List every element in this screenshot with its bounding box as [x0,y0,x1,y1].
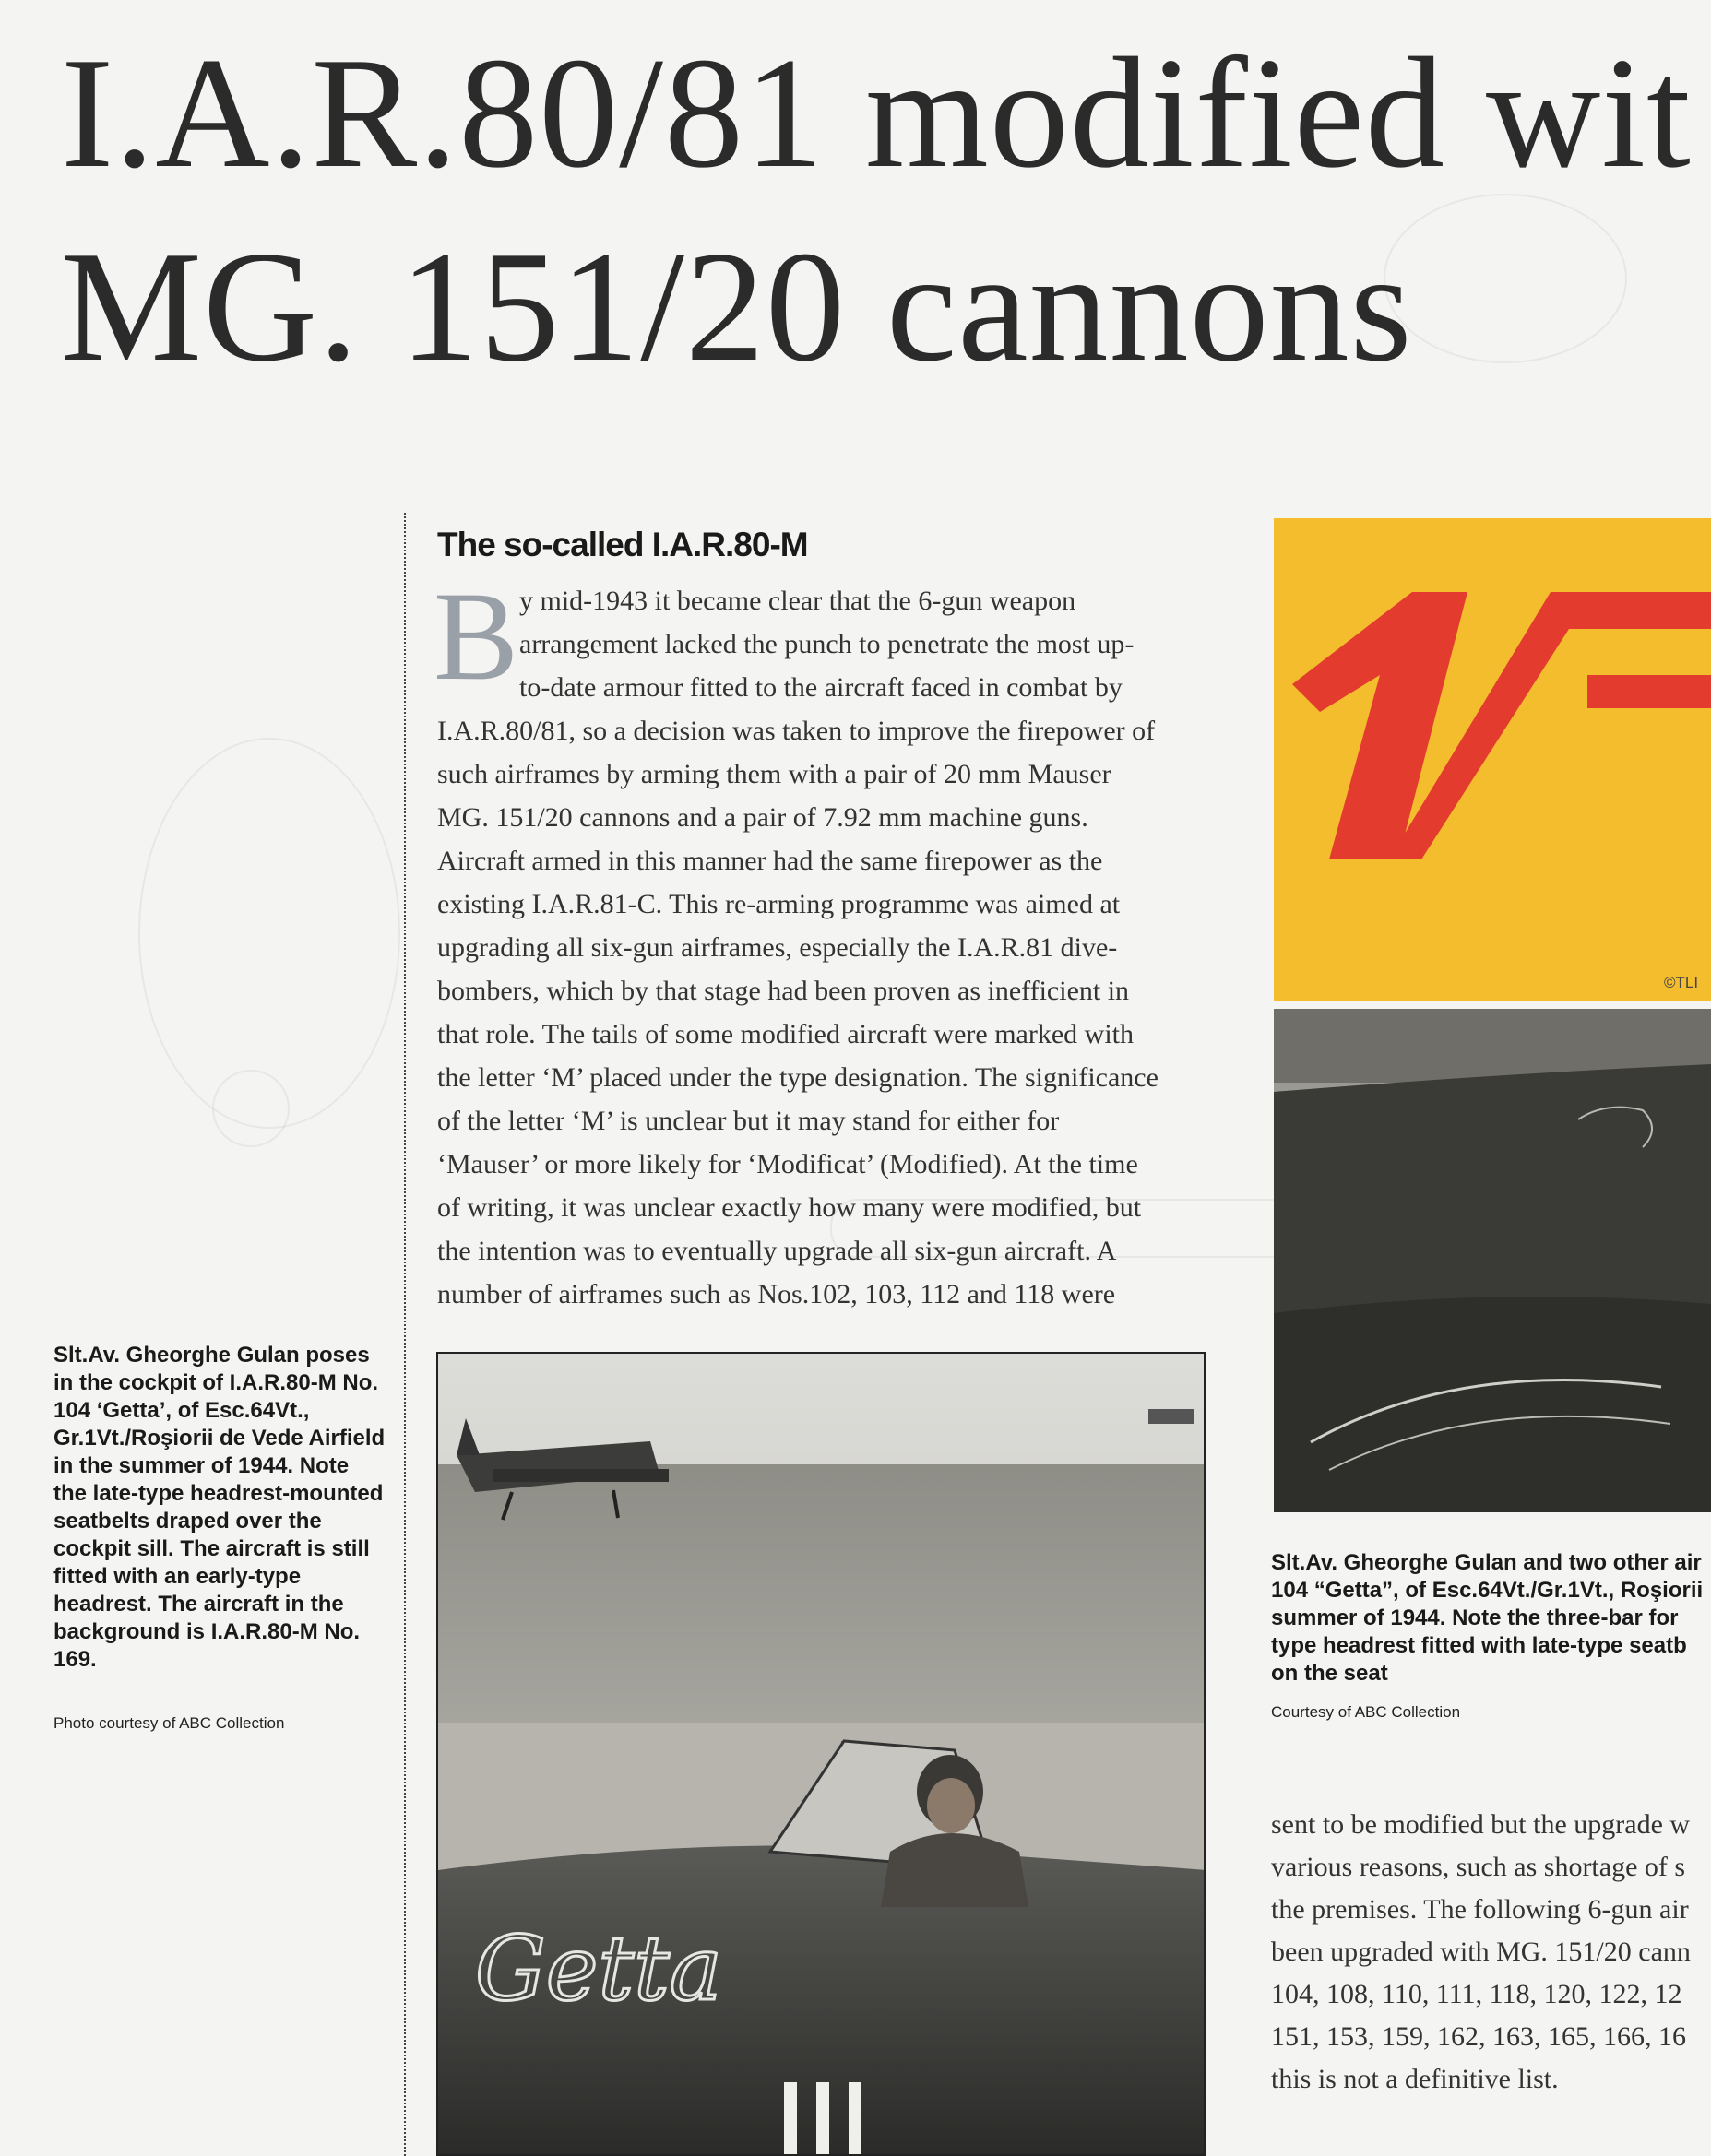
section-heading: The so-called I.A.R.80-M [437,526,808,563]
body-line: upgrading all six-gun airframes, especially the I.A.R.81 dive- [437,932,1118,963]
continuation-line: various reasons, such as shortage of s [1271,1852,1686,1882]
body-line: such airframes by arming them with a pair of 20 mm Mauser [437,759,1111,789]
caption-right-line: 104 “Getta”, of Esc.64Vt./Gr.1Vt., Roşiorii [1271,1578,1704,1603]
continuation-line: this is not a definitive list. [1271,2064,1559,2094]
body-line: MG. 151/20 cannons and a pair of 7.92 mm machine guns. [437,802,1088,833]
page-title [61,17,1711,404]
body-line: ‘Mauser’ or more likely for ‘Modificat’ (Modified). At the time [437,1149,1138,1179]
body-line: to-date armour fitted to the aircraft faced in combat by [519,672,1123,703]
body-line: Aircraft armed in this manner had the same firepower as the [437,846,1103,876]
photo-caption-left: Slt.Av. Gheorghe Gulan poses in the cockpit of I.A.R.80-M No. 104 ‘Getta’, of Esc.64Vt., Gr.1Vt./Roşiorii de Vede Airfield in the summer of 1944. Note the late-type headrest-mounted seatbelts draped over the cockpit sill. The aircraft is still fitted with an early-type headrest. The aircraft in the background is I.A.R.80-M No. 169. [53,1343,386,1672]
page-title-line-1: I.A.R.80/81 modified wit [61,26,1692,201]
squadron-emblem [1274,518,1711,1001]
continuation-line: been upgraded with MG. 151/20 cann [1271,1937,1691,1967]
body-line: I.A.R.80/81, so a decision was taken to improve the firepower of [437,716,1156,746]
drop-cap: B [434,565,519,706]
caption-right-line: on the seat [1271,1661,1388,1686]
body-line: that role. The tails of some modified aircraft were marked with [437,1019,1135,1049]
continuation-line: 151, 153, 159, 162, 163, 165, 166, 16 [1271,2021,1686,2052]
body-line: number of airframes such as Nos.102, 103, 112 and 118 were [437,1279,1116,1309]
photo-caption-right [1271,1549,1711,1688]
continuation-line: sent to be modified but the upgrade w [1271,1809,1691,1840]
caption-right-line: summer of 1944. Note the three-bar for [1271,1605,1679,1630]
body-line: of writing, it was unclear exactly how many were modified, but [437,1192,1142,1223]
body-line: y mid-1943 it became clear that the 6-gun weapon [519,586,1076,616]
cockpit-photo [436,1352,1206,2156]
photo-credit-left: Photo courtesy of ABC Collection [53,1714,285,1732]
continuation-line: 104, 108, 110, 111, 118, 120, 122, 12 [1271,1979,1682,2009]
emblem-copyright: ©TLI [1664,974,1699,991]
page-title-line-2: MG. 151/20 cannons [61,219,1413,395]
body-line: the intention was to eventually upgrade all six-gun aircraft. A [437,1236,1117,1266]
nose-lettering: Getta [475,1917,722,2020]
continuation-line: the premises. The following 6-gun air [1271,1894,1689,1925]
body-line: arrangement lacked the punch to penetrate the most up- [519,629,1135,659]
body-line: of the letter ‘M’ is unclear but it may stand for either for [437,1106,1060,1136]
aircraft-photo-right [1274,1009,1711,1512]
caption-right-line: type headrest fitted with late-type seatb [1271,1633,1687,1658]
column-divider [404,513,406,2156]
photo-credit-right: Courtesy of ABC Collection [1271,1703,1461,1721]
body-line: existing I.A.R.81-C. This re-arming programme was aimed at [437,889,1121,919]
caption-right-line: Slt.Av. Gheorghe Gulan and two other air [1271,1550,1702,1575]
body-line: the letter ‘M’ placed under the type designation. The significance [437,1062,1158,1093]
body-line: bombers, which by that stage had been proven as inefficient in [437,976,1130,1006]
